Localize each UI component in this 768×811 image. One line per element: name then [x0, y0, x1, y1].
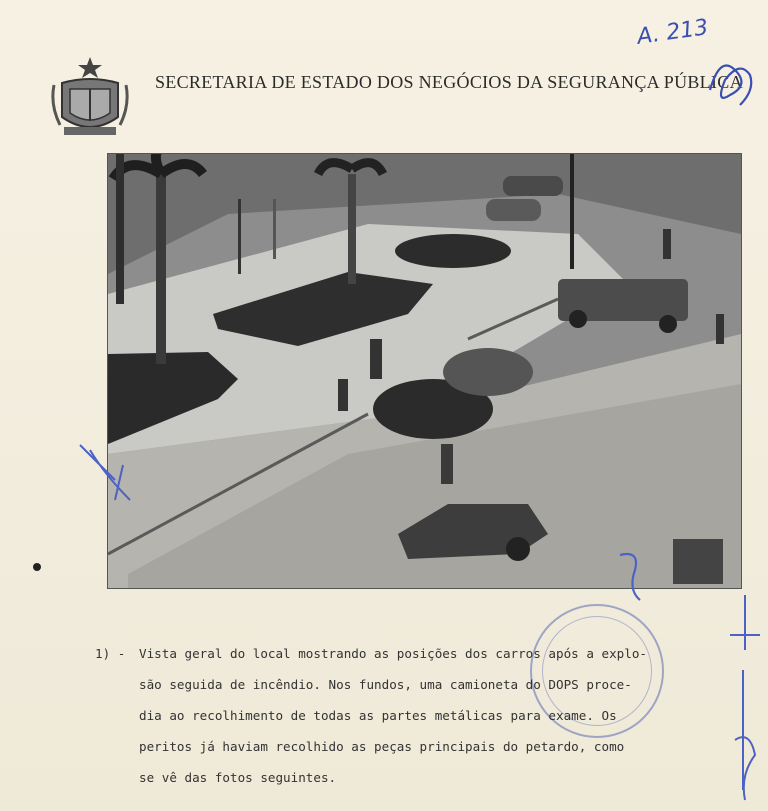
photo-caption — [95, 638, 755, 793]
caption-line: Vista geral do local mostrando as posições dos carros após a explo- — [139, 646, 647, 661]
coat-of-arms-emblem — [50, 55, 130, 139]
scene-photograph — [107, 153, 742, 589]
caption-number: 1) - — [95, 646, 126, 661]
caption-line: dia ao recolhimento de todas as partes metálicas para exame. Os — [139, 708, 617, 723]
pen-mark-left — [75, 440, 140, 510]
pen-mark-bottom-right — [610, 545, 650, 605]
handwritten-reference-number: A. 213 — [635, 15, 710, 50]
caption-line: são seguida de incêndio. Nos fundos, uma camioneta do DOPS proce- — [139, 677, 632, 692]
pen-mark-right-margin — [715, 590, 765, 805]
page-header-title: SECRETARIA DE ESTADO DOS NEGÓCIOS DA SEGURANÇA PÚBLICA — [155, 72, 743, 92]
ink-dot — [33, 563, 41, 571]
caption-line: peritos já haviam recolhido as peças principais do petardo, como — [139, 739, 625, 754]
pen-scribble-top-right — [700, 50, 760, 115]
caption-line: se vê das fotos seguintes. — [139, 770, 337, 785]
